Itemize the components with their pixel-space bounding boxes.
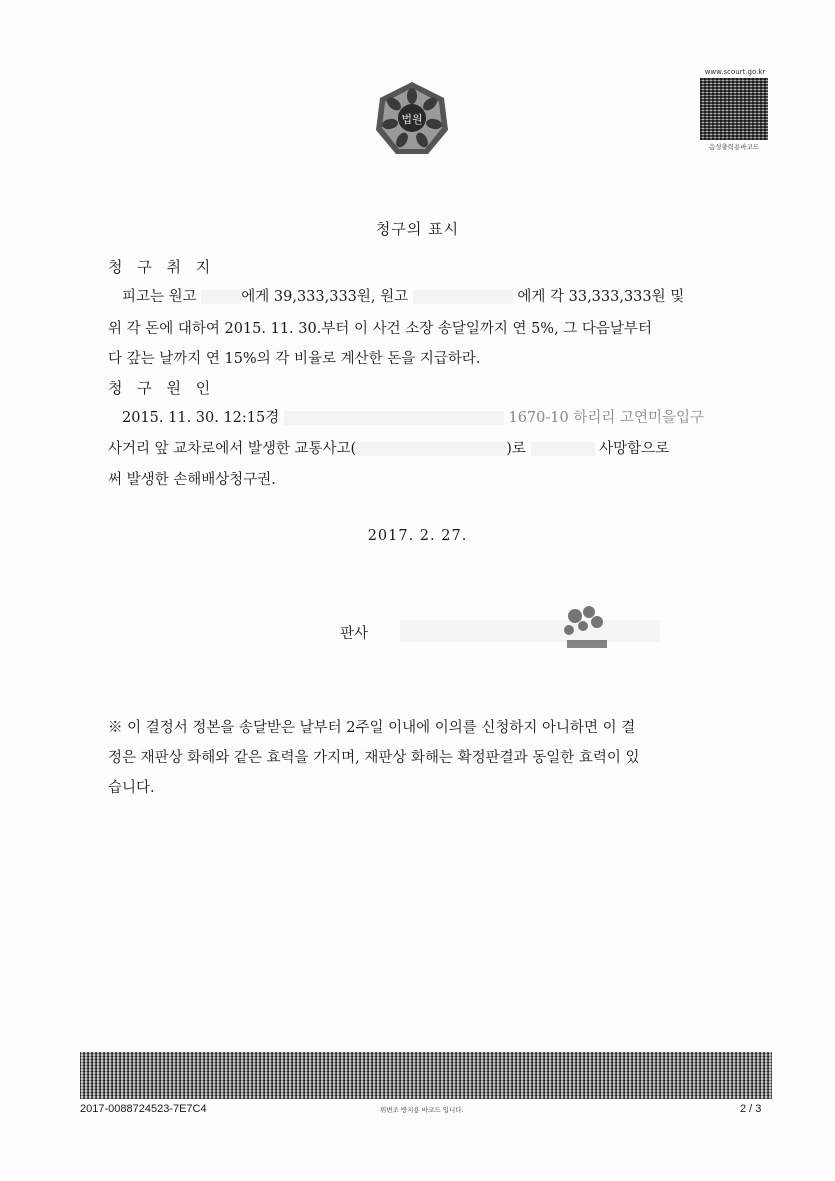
barcode-caption: 위변조 방지용 바코드 입니다. xyxy=(380,1106,464,1114)
notice-line-3: 습니다. xyxy=(108,780,155,796)
emblem-text: 법원 xyxy=(401,113,423,126)
claim-cause-line-3: 써 발생한 손해배상청구권. xyxy=(108,472,276,488)
claim-cause-line-2-part-1: 사거리 앞 교차로에서 발생한 교통사고( xyxy=(108,441,357,457)
document-title: 청구의 표시 xyxy=(375,220,460,238)
claim-cause-heading: 청 구 원 인 xyxy=(108,379,216,397)
redacted-judge-name xyxy=(400,620,660,642)
claim-purpose-heading: 청 구 취 지 xyxy=(108,258,216,276)
redacted-name xyxy=(413,290,513,304)
anti-forgery-barcode xyxy=(80,1052,772,1099)
redacted-name xyxy=(531,442,595,456)
claim-cause-line-2-part-3: 사망함으로 xyxy=(599,441,670,457)
judge-label: 판사 xyxy=(340,626,369,642)
claim-purpose-line-1 xyxy=(122,285,684,306)
document-id: 2017-0088724523-7E7C4 xyxy=(80,1103,207,1115)
redacted-name xyxy=(201,290,241,304)
claim-cause-line-1-part-1: 2015. 11. 30. 12:15경 xyxy=(122,410,280,426)
claim-cause-line-1-part-2: 1670-10 하리리 고연미을입구 xyxy=(508,410,705,426)
claim-cause-line-2-part-2: )로 xyxy=(506,441,526,457)
notice-line-2: 정은 재판상 화해와 같은 효력을 가지며, 재판상 화해는 확정판결과 동일한 효력이 있 xyxy=(108,750,640,766)
page-number: 2 / 3 xyxy=(740,1103,762,1115)
notice-line-1: ※ 이 결정서 정본을 송달받은 날부터 2주일 이내에 이의를 신청하지 아니하면 이 결 xyxy=(108,720,636,736)
qr-caption: 음성출력용바코드 xyxy=(708,143,760,151)
qr-code xyxy=(700,78,768,140)
claim-purpose-line-1-part-3: 에게 각 33,333,333원 및 xyxy=(517,289,685,305)
claim-purpose-line-2: 위 각 돈에 대하여 2015. 11. 30.부터 이 사건 소장 송달일까지 연 5%, 그 다음날부터 xyxy=(108,321,652,337)
claim-purpose-line-1-part-2: 에게 39,333,333원, 원고 xyxy=(241,289,409,305)
claim-purpose-line-3: 다 갚는 날까지 연 15%의 각 비율로 계산한 돈을 지급하라. xyxy=(108,351,481,367)
claim-cause-line-1 xyxy=(122,406,704,427)
claim-purpose-line-1-part-1: 피고는 원고 xyxy=(122,289,197,305)
decision-date: 2017. 2. 27. xyxy=(367,528,468,544)
judge-seal-icon xyxy=(553,600,617,658)
qr-site-url: www.scourt.go.kr xyxy=(704,68,766,76)
court-emblem-icon xyxy=(372,78,452,158)
claim-cause-line-2 xyxy=(108,437,669,458)
redacted-case xyxy=(356,442,506,456)
redacted-address xyxy=(284,411,504,425)
